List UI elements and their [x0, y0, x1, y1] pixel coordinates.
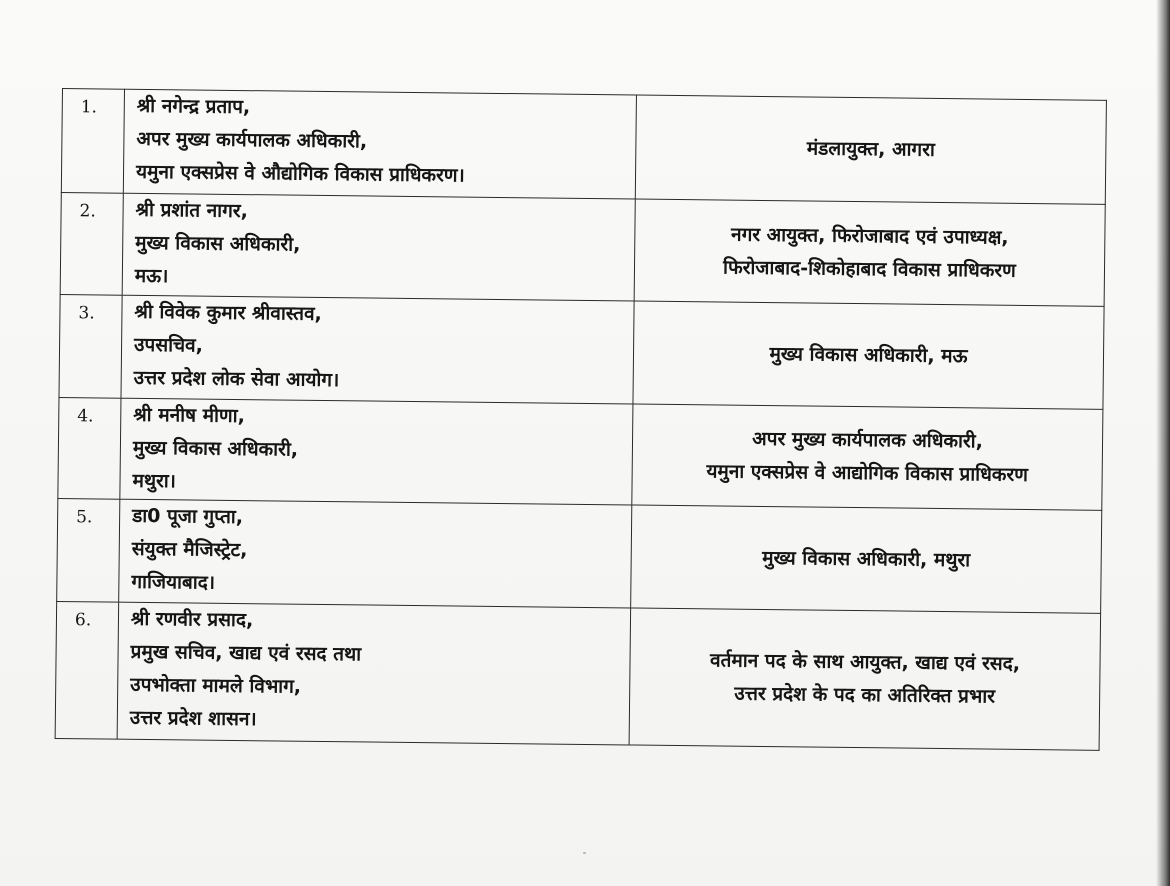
officer-details	[119, 499, 632, 608]
officer-office: मऊ।	[134, 264, 169, 288]
table-row	[60, 192, 1105, 306]
serial-number: 2.	[60, 192, 123, 295]
posting-line: फिरोजाबाद-शिकोहाबाद विकास प्राधिकरण	[722, 256, 1016, 282]
serial-number: 1.	[61, 89, 124, 194]
officer-name: श्री नगेन्द्र प्रताप,	[136, 94, 251, 119]
serial-number: 4.	[58, 397, 121, 499]
officer-office: उत्तर प्रदेश लोक सेवा आयोग।	[133, 366, 340, 392]
officer-name: श्री विवेक कुमार श्रीवास्तव,	[134, 300, 322, 325]
officer-office: उत्तर प्रदेश शासन।	[129, 706, 257, 731]
posting-line: वर्तमान पद के साथ आयुक्त, खाद्य एवं रसद,	[709, 649, 1021, 675]
posting-line: मंडलायुक्त, आगरा	[806, 137, 935, 161]
table-row	[61, 89, 1106, 205]
officer-designation: अपर मुख्य कार्यपालक अधिकारी,	[136, 127, 368, 153]
officer-details	[121, 295, 634, 404]
serial-number: 5.	[57, 498, 120, 602]
officer-name: श्री रणवीर प्रसाद,	[130, 607, 254, 632]
serial-number: 6.	[55, 601, 119, 739]
table-row	[58, 397, 1103, 510]
scan-edge-shadow	[1156, 0, 1170, 886]
posting-line: मुख्य विकास अधिकारी, मथुरा	[762, 546, 971, 571]
new-posting	[634, 199, 1105, 306]
table-row	[57, 498, 1102, 613]
scan-speck	[583, 852, 586, 854]
officer-details	[117, 602, 631, 745]
serial-number: 3.	[59, 294, 122, 398]
new-posting	[631, 505, 1102, 613]
officer-details	[122, 193, 635, 301]
posting-line: मुख्य विकास अधिकारी, मऊ	[769, 342, 968, 367]
new-posting	[632, 404, 1103, 510]
officer-designation: मुख्य विकास अधिकारी,	[135, 231, 301, 256]
officer-designation: मुख्य विकास अधिकारी,	[132, 436, 299, 461]
officer-details	[120, 398, 633, 505]
table-row	[55, 601, 1100, 750]
transfer-table	[55, 88, 1107, 751]
officer-office: मथुरा।	[132, 469, 177, 493]
officer-office: गाजियाबाद।	[131, 570, 216, 594]
officer-department: उपभोक्ता मामले विभाग,	[130, 673, 302, 698]
posting-line: नगर आयुक्त, फिरोजाबाद एवं उपाध्यक्ष,	[731, 223, 1009, 249]
new-posting	[633, 301, 1104, 409]
officer-details	[123, 89, 636, 199]
posting-line: अपर मुख्य कार्यपालक अधिकारी,	[752, 427, 984, 453]
new-posting	[629, 608, 1101, 750]
officer-designation: प्रमुख सचिव, खाद्य एवं रसद तथा	[130, 640, 362, 666]
officer-name: डा0 पूजा गुप्ता,	[132, 504, 244, 529]
table-row	[59, 294, 1104, 409]
posting-line: उत्तर प्रदेश के पद का अतिरिक्त प्रभार	[734, 682, 996, 708]
new-posting	[635, 95, 1106, 204]
officer-office: यमुना एक्सप्रेस वे औद्योगिक विकास प्राधिकरण।	[135, 160, 465, 187]
officer-name: श्री प्रशांत नागर,	[135, 198, 248, 223]
officer-name: श्री मनीष मीणा,	[133, 403, 245, 428]
officer-designation: उपसचिव,	[133, 333, 204, 357]
posting-line: यमुना एक्सप्रेस वे आद्योगिक विकास प्राधिकरण	[706, 460, 1029, 486]
officer-designation: संयुक्त मैजिस्ट्रेट,	[131, 537, 248, 562]
